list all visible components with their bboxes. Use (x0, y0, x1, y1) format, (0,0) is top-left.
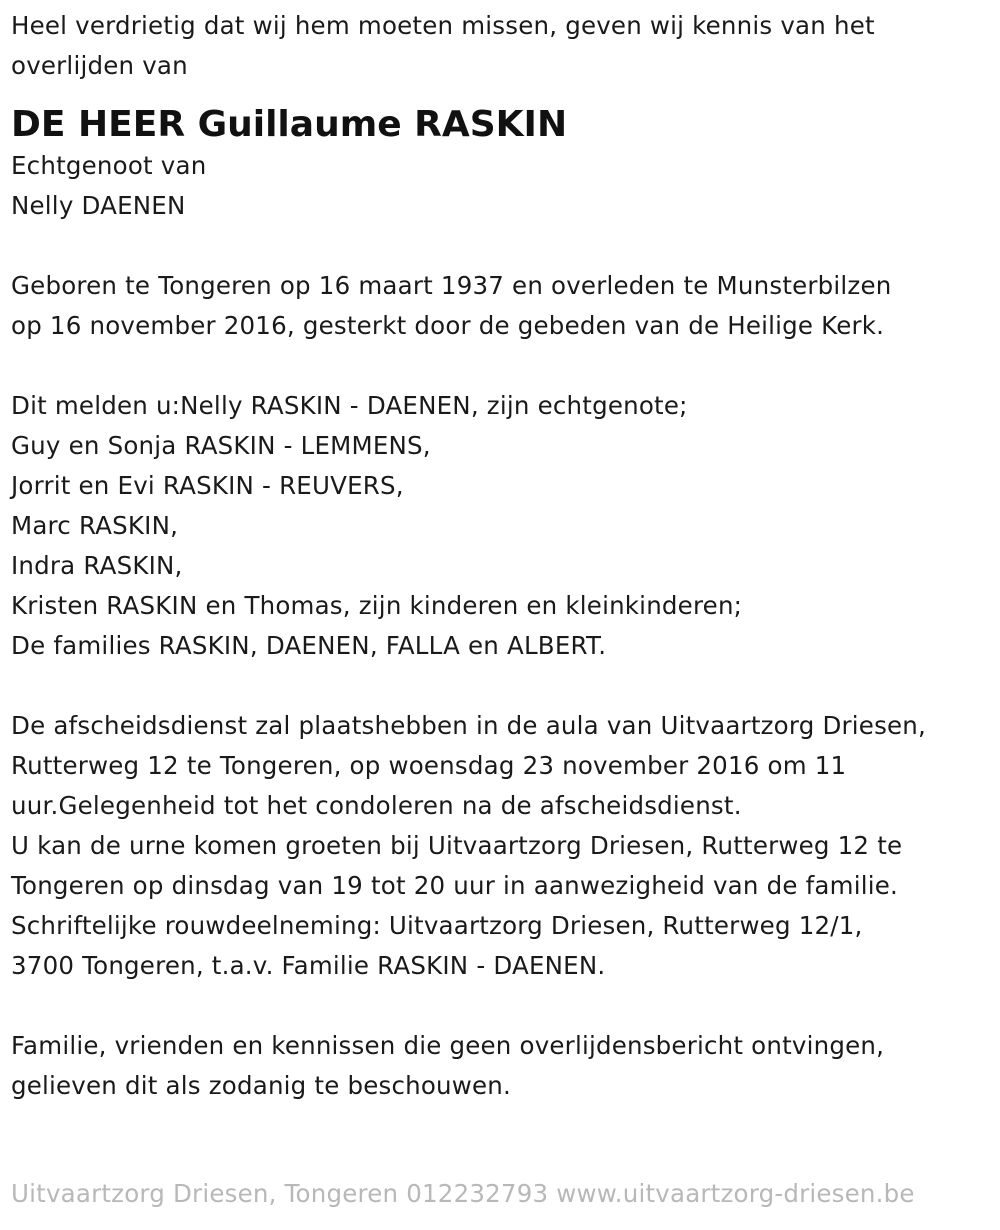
service-line: uur.Gelegenheid tot het condoleren na de afscheidsdienst. (11, 791, 742, 820)
spacer (11, 986, 1000, 1026)
mourner-line: Kristen RASKIN en Thomas, zijn kinderen en kleinkinderen; (11, 591, 743, 620)
mourner-line: Marc RASKIN, (11, 511, 179, 540)
spacer (11, 226, 1000, 266)
intro-line: overlijden van (11, 51, 188, 80)
spouse-name: Nelly DAENEN (11, 191, 186, 220)
intro-line: Heel verdrietig dat wij hem moeten missen, geven wij kennis van het (11, 11, 875, 40)
birth-death-line: op 16 november 2016, gesterkt door de gebeden van de Heilige Kerk. (11, 311, 885, 340)
intro-section (11, 6, 1000, 86)
mourner-line: Indra RASKIN, (11, 551, 183, 580)
closing-line: gelieven dit als zodanig te beschouwen. (11, 1071, 512, 1100)
closing-line: Familie, vrienden en kennissen die geen overlijdensbericht ontvingen, (11, 1031, 885, 1060)
spouse-label: Echtgenoot van (11, 151, 207, 180)
mourner-line: Jorrit en Evi RASKIN - REUVERS, (11, 471, 404, 500)
closing-section (11, 1026, 1000, 1106)
mourner-line: De families RASKIN, DAENEN, FALLA en ALBERT. (11, 631, 607, 660)
spacer (11, 666, 1000, 706)
mourner-line: Dit melden u:Nelly RASKIN - DAENEN, zijn echtgenote; (11, 391, 688, 420)
service-line: U kan de urne komen groeten bij Uitvaartzorg Driesen, Rutterweg 12 te (11, 831, 903, 860)
service-line: Rutterweg 12 te Tongeren, op woensdag 23 november 2016 om 11 (11, 751, 847, 780)
service-line: Tongeren op dinsdag van 19 tot 20 uur in aanwezigheid van de familie. (11, 871, 898, 900)
deceased-section (11, 100, 1000, 226)
spacer (11, 346, 1000, 386)
service-line: 3700 Tongeren, t.a.v. Familie RASKIN - DAENEN. (11, 951, 606, 980)
birth-death-line: Geboren te Tongeren op 16 maart 1937 en overleden te Munsterbilzen (11, 271, 892, 300)
mourner-line: Guy en Sonja RASKIN - LEMMENS, (11, 431, 431, 460)
birth-death-section (11, 266, 1000, 346)
service-line: De afscheidsdienst zal plaatshebben in de aula van Uitvaartzorg Driesen, (11, 711, 927, 740)
mourners-section (11, 386, 1000, 666)
deceased-name: DE HEER Guillaume RASKIN (11, 104, 568, 145)
service-line: Schriftelijke rouwdeelneming: Uitvaartzorg Driesen, Rutterweg 12/1, (11, 911, 863, 940)
funeral-home-footer: Uitvaartzorg Driesen, Tongeren 012232793 www.uitvaartzorg-driesen.be (11, 1179, 915, 1208)
service-section (11, 706, 1000, 986)
